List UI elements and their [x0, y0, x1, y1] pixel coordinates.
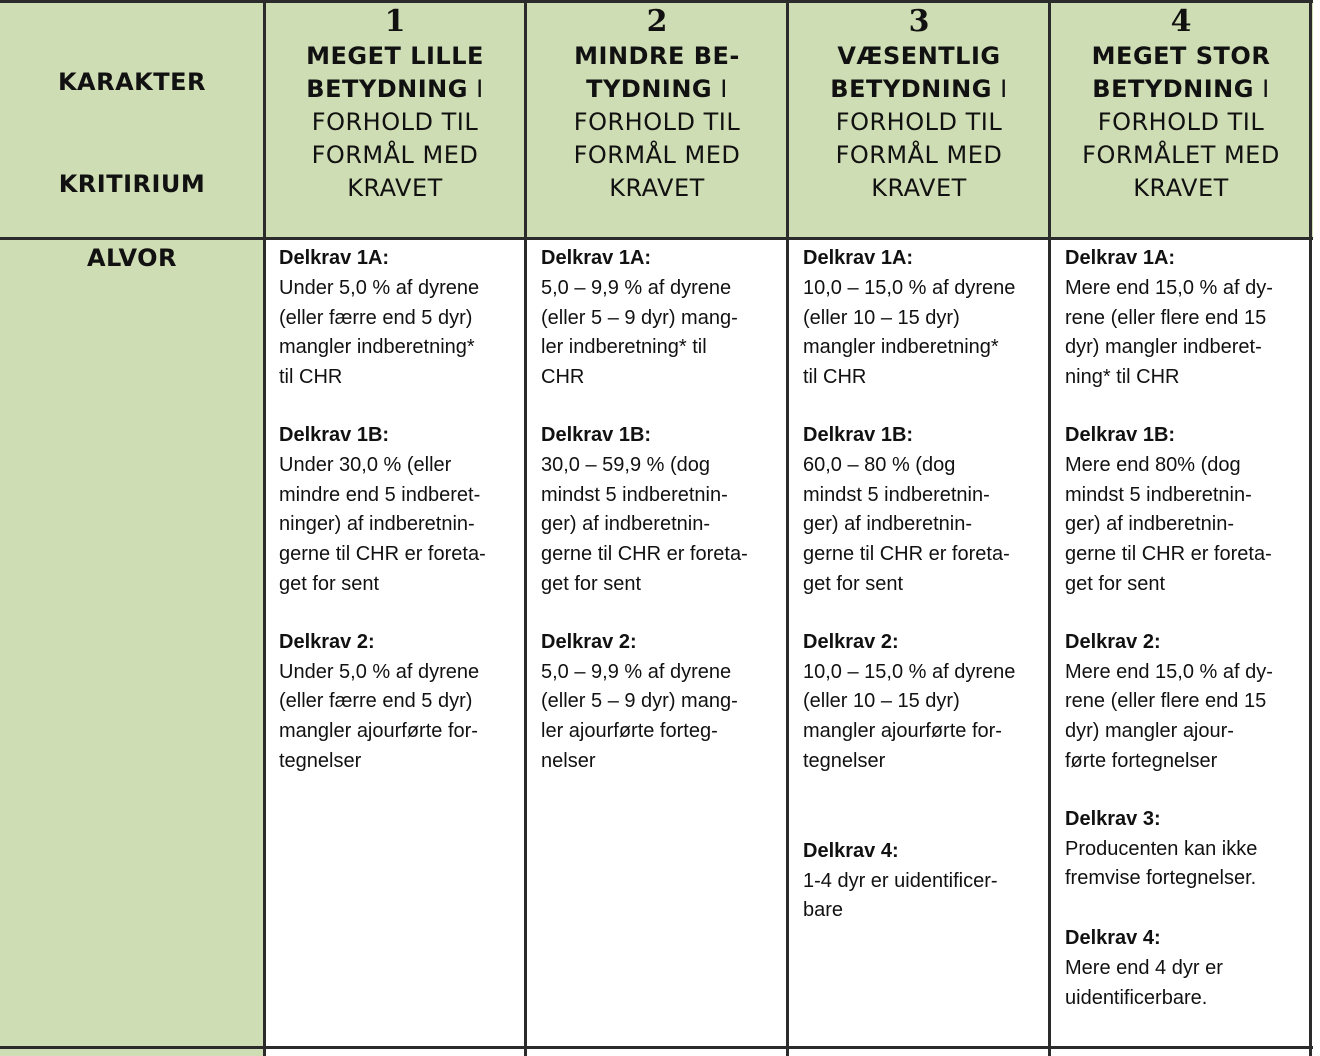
requirement-block	[803, 244, 1050, 393]
grade-subtitle-line: KRAVET	[347, 174, 443, 202]
grade-title-suffix: I	[712, 75, 728, 103]
requirement-line: ler ajourførte forteg-	[541, 720, 718, 743]
grade-title-line: BETYDNING	[830, 75, 992, 103]
requirement-block	[1065, 805, 1312, 894]
requirement-title: Delkrav 1B:	[541, 423, 652, 446]
grade-number: 3	[908, 4, 930, 39]
header-grade-1	[264, 0, 526, 240]
requirement-line: rene (eller flere end 15	[1065, 306, 1267, 329]
requirement-line: førte fortegnelser	[1065, 749, 1218, 772]
requirement-line: 1-4 dyr er uidentificer-	[803, 869, 998, 892]
requirement-block	[1065, 924, 1312, 1013]
table-border-bottom	[0, 1046, 1313, 1049]
grade-subtitle-line: FORHOLD TIL	[835, 108, 1003, 136]
requirement-line: uidentificerbare.	[1065, 986, 1208, 1009]
requirement-line: 60,0 – 80 % (dog	[803, 453, 956, 476]
requirement-title: Delkrav 1B:	[279, 423, 390, 446]
grade-number: 4	[1170, 4, 1192, 39]
requirement-line: get for sent	[803, 572, 904, 595]
requirement-line: get for sent	[541, 572, 642, 595]
requirement-block	[279, 244, 526, 393]
requirement-line: Under 30,0 % (eller	[279, 453, 452, 476]
requirement-line: 10,0 – 15,0 % af dyrene	[803, 276, 1016, 299]
column-divider	[524, 0, 527, 1056]
requirement-line: gerne til CHR er foreta-	[279, 543, 486, 566]
header-grade-2	[526, 0, 788, 240]
requirement-block	[541, 421, 788, 600]
requirement-line: mindre end 5 indberet-	[279, 483, 481, 506]
requirement-block	[279, 628, 526, 777]
grade-subtitle-line: FORHOLD TIL	[1097, 108, 1265, 136]
requirement-line: ger) af indberetnin-	[1065, 513, 1234, 536]
criterion-column-background	[0, 240, 264, 1056]
requirement-title: Delkrav 1A:	[279, 247, 390, 269]
requirement-title: Delkrav 2:	[1065, 630, 1161, 653]
requirement-line: get for sent	[279, 572, 380, 595]
requirement-line: rene (eller flere end 15	[1065, 690, 1267, 713]
requirement-line: fremvise fortegnelser.	[1065, 867, 1257, 890]
requirement-line: til CHR	[279, 366, 343, 389]
requirement-line: Mere end 4 dyr er	[1065, 956, 1223, 979]
requirement-block	[541, 244, 788, 393]
requirement-line: Mere end 15,0 % af dy-	[1065, 276, 1273, 299]
requirement-line: (eller færre end 5 dyr)	[279, 690, 473, 713]
requirement-line: nelser	[541, 749, 596, 772]
requirement-line: ninger) af indberetnin-	[279, 513, 475, 536]
requirement-block	[803, 837, 1050, 926]
requirement-line: gerne til CHR er foreta-	[1065, 543, 1272, 566]
requirement-block	[803, 628, 1050, 777]
requirement-line: mangler ajourførte for-	[803, 720, 1002, 743]
requirement-block	[541, 628, 788, 777]
grade-subtitle-line: KRAVET	[871, 174, 967, 202]
grade-title-line: MINDRE BE-	[574, 42, 740, 70]
row-label-alvor: ALVOR	[86, 244, 178, 272]
requirement-line: Mere end 80% (dog	[1065, 453, 1241, 476]
requirement-line: Producenten kan ikke	[1065, 837, 1258, 860]
cell-grade-2	[526, 244, 788, 805]
grade-number: 1	[384, 4, 406, 39]
requirement-block	[1065, 244, 1312, 393]
grade-title-line: TYDNING	[586, 75, 713, 103]
requirement-title: Delkrav 1A:	[803, 247, 914, 269]
grade-title-suffix: I	[467, 75, 484, 103]
requirement-line: 5,0 – 9,9 % af dyrene	[541, 276, 732, 299]
table-border-top	[0, 0, 1313, 3]
requirement-title: Delkrav 3:	[1065, 807, 1161, 830]
grade-title-line: BETYDNING	[306, 75, 468, 103]
karakter-label: KARAKTER	[57, 68, 207, 96]
grade-subtitle-line: FORHOLD TIL	[573, 108, 741, 136]
requirement-line: Under 5,0 % af dyrene	[279, 276, 480, 299]
requirement-block	[279, 421, 526, 600]
grade-title-line: BETYDNING	[1092, 75, 1254, 103]
grade-title-line: VÆSENTLIG	[837, 42, 1001, 70]
header-grade-3	[788, 0, 1050, 240]
grade-subtitle-line: FORMÅL MED	[311, 141, 479, 169]
requirement-line: bare	[803, 899, 844, 922]
requirement-line: dyr) mangler ajour-	[1065, 720, 1234, 743]
cell-grade-4	[1050, 244, 1312, 1042]
requirement-line: gerne til CHR er foreta-	[541, 543, 748, 566]
requirement-line: dyr) mangler indberet-	[1065, 336, 1262, 359]
requirement-title: Delkrav 1B:	[1065, 423, 1176, 446]
requirement-title: Delkrav 1A:	[1065, 247, 1176, 269]
header-grade-4	[1050, 0, 1312, 240]
requirement-line: 10,0 – 15,0 % af dyrene	[803, 660, 1016, 683]
requirement-line: 5,0 – 9,9 % af dyrene	[541, 660, 732, 683]
requirement-line: mindst 5 indberetnin-	[541, 483, 728, 506]
requirement-line: (eller 5 – 9 dyr) mang-	[541, 306, 738, 329]
requirement-title: Delkrav 2:	[803, 630, 899, 653]
requirement-line: mangler ajourførte for-	[279, 720, 478, 743]
table-border-right	[1309, 0, 1312, 1056]
requirement-block	[1065, 421, 1312, 600]
requirement-line: ger) af indberetnin-	[541, 513, 710, 536]
grade-subtitle-line: FORMÅLET MED	[1082, 141, 1280, 169]
requirement-title: Delkrav 2:	[541, 630, 637, 653]
grade-title-suffix: I	[991, 75, 1008, 103]
column-divider	[1048, 0, 1051, 1056]
grade-subtitle-line: FORMÅL MED	[835, 141, 1003, 169]
requirement-line: Mere end 15,0 % af dy-	[1065, 660, 1273, 683]
grade-subtitle-line: FORMÅL MED	[573, 141, 741, 169]
requirement-line: ler indberetning* til	[541, 336, 707, 359]
grade-subtitle-line: KRAVET	[609, 174, 705, 202]
requirement-line: 30,0 – 59,9 % (dog	[541, 453, 711, 476]
cell-grade-1	[264, 244, 526, 805]
requirement-line: tegnelser	[279, 749, 362, 772]
requirement-block	[1065, 628, 1312, 777]
requirement-line: ger) af indberetnin-	[803, 513, 972, 536]
kriterium-label: KRITIRIUM	[58, 170, 206, 198]
requirement-line: mangler indberetning*	[803, 336, 999, 359]
requirement-line: gerne til CHR er foreta-	[803, 543, 1010, 566]
requirement-title: Delkrav 4:	[1065, 927, 1161, 950]
cell-grade-3	[788, 244, 1050, 954]
column-divider	[263, 0, 266, 1056]
grade-title-line: MEGET STOR	[1091, 42, 1271, 70]
grade-title-line: MEGET LILLE	[306, 42, 484, 70]
requirement-line: tegnelser	[803, 749, 886, 772]
requirement-line: mangler indberetning*	[279, 336, 475, 359]
grade-subtitle-line: KRAVET	[1133, 174, 1229, 202]
grade-number: 2	[646, 4, 668, 39]
requirement-block	[803, 421, 1050, 600]
requirement-line: (eller færre end 5 dyr)	[279, 306, 473, 329]
requirement-title: Delkrav 1A:	[541, 247, 652, 269]
requirement-line: mindst 5 indberetnin-	[1065, 483, 1252, 506]
requirement-title: Delkrav 2:	[279, 630, 375, 653]
requirement-line: mindst 5 indberetnin-	[803, 483, 990, 506]
requirement-line: til CHR	[803, 366, 867, 389]
requirement-line: get for sent	[1065, 572, 1166, 595]
requirement-title: Delkrav 4:	[803, 839, 899, 862]
requirement-line: Under 5,0 % af dyrene	[279, 660, 480, 683]
requirement-line: CHR	[541, 366, 585, 389]
requirement-line: (eller 10 – 15 dyr)	[803, 690, 960, 713]
requirement-line: (eller 5 – 9 dyr) mang-	[541, 690, 738, 713]
grade-subtitle-line: FORHOLD TIL	[311, 108, 479, 136]
requirement-title: Delkrav 1B:	[803, 423, 914, 446]
column-divider	[786, 0, 789, 1056]
grade-title-suffix: I	[1253, 75, 1270, 103]
requirement-line: (eller 10 – 15 dyr)	[803, 306, 960, 329]
requirement-line: ning* til CHR	[1065, 366, 1180, 389]
